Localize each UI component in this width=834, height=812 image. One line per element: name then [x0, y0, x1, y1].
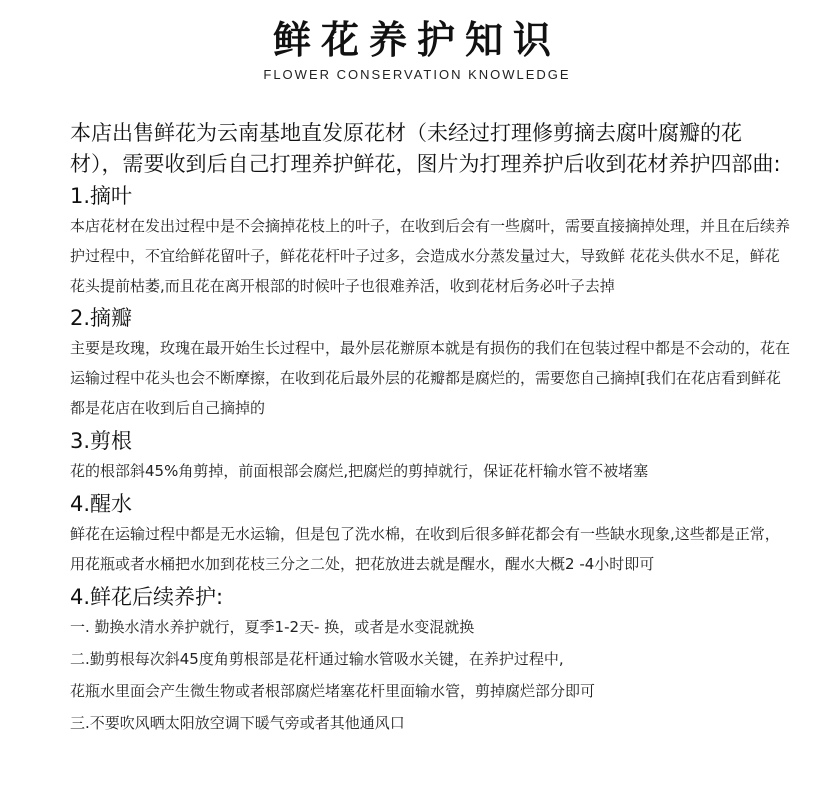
- section-text-cut-roots: 花的根部斜45%角剪掉，前面根部会腐烂,把腐烂的剪掉就行，保证花杆输水管不被堵塞: [70, 462, 649, 480]
- section-text-rehydrate: 鲜花在运输过程中都是无水运输，但是包了洗水棉，在收到后很多鲜花都会有一些缺水现象,这些都是正常，用花瓶或者水桶把水加到花枝三分之二处，把花放进去就是醒水，醒水大概2 -4小时即可: [70, 525, 780, 573]
- section-heading-pick-petals: 2.摘瓣: [70, 306, 133, 330]
- intro-text: 本店出售鲜花为云南基地直发原花材（未经过打理修剪摘去腐叶腐瓣的花材），需要收到后自己打理养护鲜花，图片为打理养护后收到花材养护四部曲:: [70, 121, 781, 176]
- page-title: 鲜花养护知识: [272, 18, 561, 62]
- aftercare-item-2: 二.勤剪根每次斜45度角剪根部是花杆通过输水管吸水关键，在养护过程中,: [70, 650, 564, 668]
- aftercare-item-3: 三.不要吹风晒太阳放空调下暖气旁或者其他通风口: [70, 714, 405, 732]
- content-area: [70, 118, 790, 738]
- aftercare-item-2-continued: 花瓶水里面会产生微生物或者根部腐烂堵塞花杆里面输水管，剪掉腐烂部分即可: [70, 682, 596, 700]
- section-text-pick-petals: 主要是玫瑰，玫瑰在最开始生长过程中，最外层花辦原本就是有损伤的我们在包装过程中都是不会动的，花在运输过程中花头也会不断摩擦，在收到花后最外层的花瓣都是腐烂的，需要您自己摘掉[我们在花店看到鲜花都是花店在收到后自己摘掉的: [70, 339, 791, 417]
- aftercare-item-1: 一. 勤换水清水养护就行，夏季1-2天- 换，或者是水变混就换: [70, 618, 475, 636]
- section-heading-cut-roots: 3.剪根: [70, 429, 133, 453]
- section-text-pick-leaves: 本店花材在发出过程中是不会摘掉花枝上的叶子，在收到后会有一些腐叶，需要直接摘掉处理，并且在后续养护过程中，不宜给鲜花留叶子，鲜花花杆叶子过多，会造成水分蒸发量过大，导致鲜 花花头供水不足，鲜花花头提前枯萎,而且花在离开根部的时候叶子也很难养活，收到花材后务必叶子去掉: [70, 217, 791, 295]
- page-subtitle: FLOWER CONSERVATION KNOWLEDGE: [263, 67, 571, 82]
- section-heading-pick-leaves: 1.摘叶: [70, 184, 133, 208]
- section-heading-rehydrate: 4.醒水: [70, 492, 133, 516]
- section-heading-aftercare: 4.鲜花后续养护:: [70, 585, 224, 609]
